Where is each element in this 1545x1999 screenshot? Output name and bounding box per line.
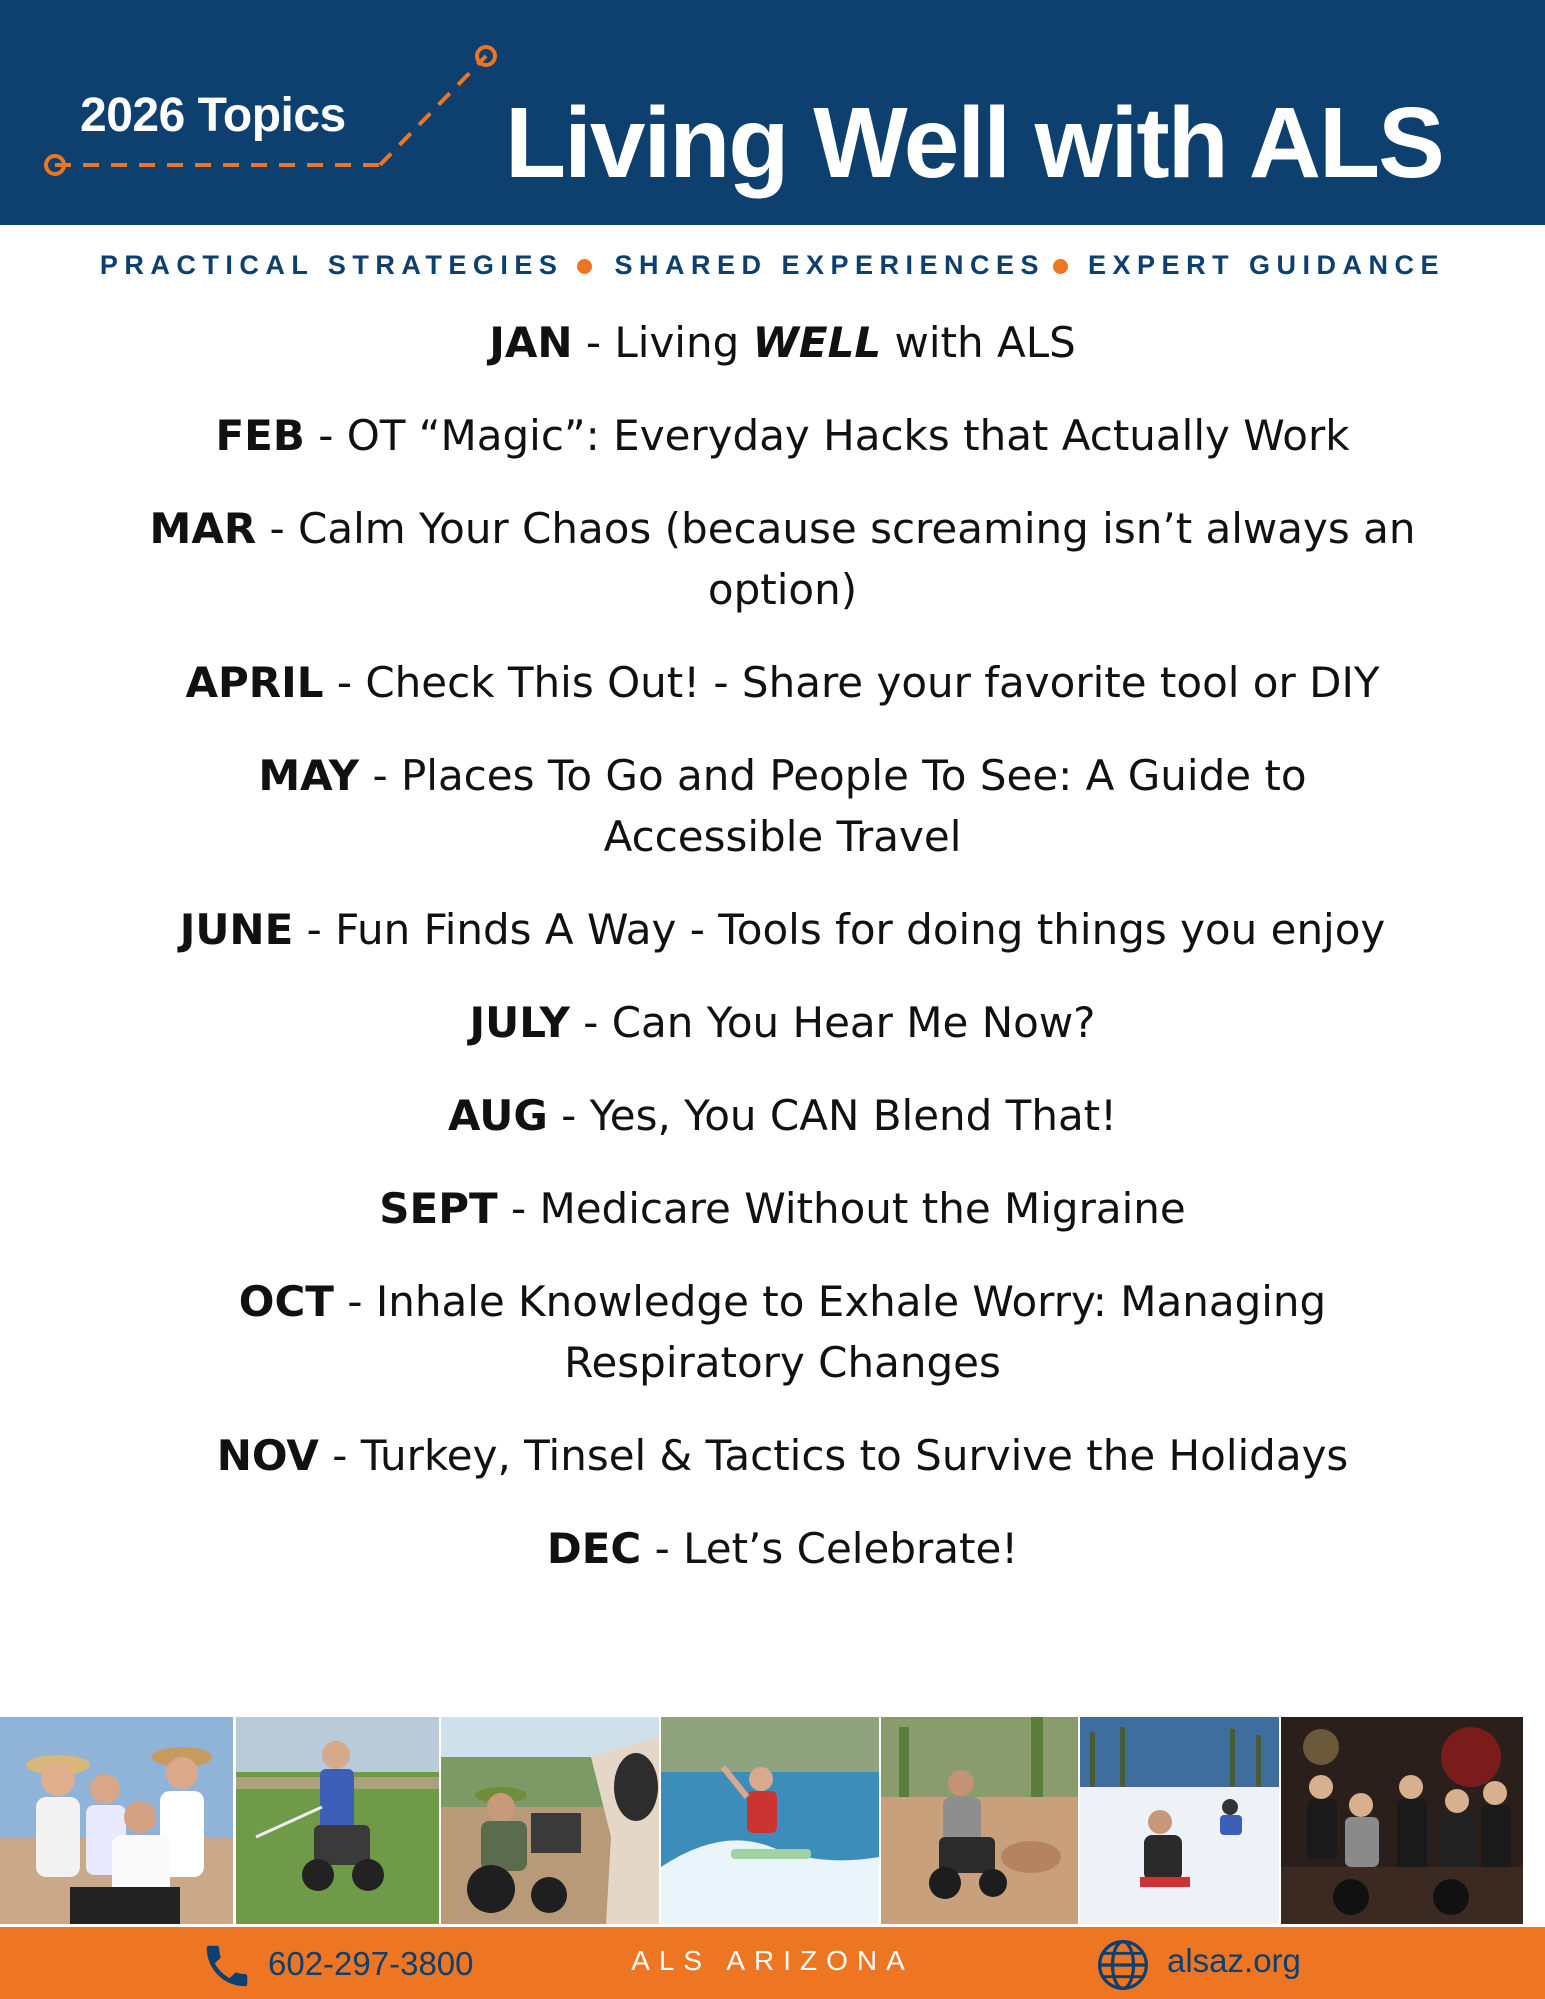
topic-text: - Check This Out! - Share your favorite tool or DIY xyxy=(323,658,1380,707)
phone-number: 602-297-3800 xyxy=(268,1945,474,1982)
topic-month: DEC xyxy=(546,1524,642,1573)
topic-may xyxy=(90,745,1475,867)
topic-oct xyxy=(90,1271,1475,1393)
topic-text: - Places To Go and People To See: A Guide to Accessible Travel xyxy=(359,751,1307,861)
topic-july xyxy=(90,992,1475,1053)
website-link: alsaz.org xyxy=(1167,1942,1301,1979)
topic-month: MAR xyxy=(149,504,257,553)
website-contact[interactable] xyxy=(1095,1937,1301,1997)
topic-list xyxy=(90,312,1475,1611)
tagline-item: EXPERT GUIDANCE xyxy=(1088,250,1446,280)
topic-april xyxy=(90,652,1475,713)
topics-badge: 2026 Topics xyxy=(80,89,346,142)
topic-text: - Can You Hear Me Now? xyxy=(569,998,1096,1047)
header-banner xyxy=(0,0,1545,225)
topic-text: with ALS xyxy=(881,318,1076,367)
topic-mar xyxy=(90,498,1475,620)
topic-text: - Yes, You CAN Blend That! xyxy=(547,1091,1117,1140)
topic-text: - Fun Finds A Way - Tools for doing things you enjoy xyxy=(293,905,1386,954)
photo-horse xyxy=(441,1717,659,1924)
topic-month: JAN xyxy=(489,318,573,367)
tagline xyxy=(0,250,1545,281)
topic-month: FEB xyxy=(215,411,305,460)
topic-dec xyxy=(90,1518,1475,1579)
topic-nov xyxy=(90,1425,1475,1486)
bullet-dot-icon xyxy=(577,259,592,274)
photo-wheelchair-grass xyxy=(236,1717,439,1924)
topic-text: - OT “Magic”: Everyday Hacks that Actually Work xyxy=(304,411,1350,460)
topic-text: - Turkey, Tinsel & Tactics to Survive the Holidays xyxy=(318,1431,1349,1480)
topic-text: - Inhale Knowledge to Exhale Worry: Managing Respiratory Changes xyxy=(333,1277,1327,1387)
topic-text: - Living xyxy=(572,318,753,367)
page-title: Living Well with ALS xyxy=(505,87,1443,199)
topic-sept xyxy=(90,1178,1475,1239)
topic-month: SEPT xyxy=(379,1184,498,1233)
topic-month: OCT xyxy=(238,1277,334,1326)
topic-month: NOV xyxy=(216,1431,319,1480)
topic-month: AUG xyxy=(448,1091,548,1140)
photo-water-ski xyxy=(661,1717,879,1924)
topic-feb xyxy=(90,405,1475,466)
topic-month: APRIL xyxy=(185,658,324,707)
globe-icon xyxy=(1095,1937,1151,1993)
photo-desert-trail xyxy=(881,1717,1078,1924)
topic-month: MAY xyxy=(258,751,360,800)
footer-bar xyxy=(0,1927,1545,1999)
topic-text: - Let’s Celebrate! xyxy=(641,1524,1019,1573)
topic-june xyxy=(90,899,1475,960)
topic-emphasis: WELL xyxy=(752,318,882,367)
topic-month: JULY xyxy=(469,998,570,1047)
topic-text: - Calm Your Chaos (because screaming isn’t always an option) xyxy=(256,504,1416,614)
photo-group-sunhats xyxy=(0,1717,233,1924)
org-name: ALS ARIZONA xyxy=(631,1945,914,1976)
photo-gala xyxy=(1281,1717,1523,1924)
topic-text: - Medicare Without the Migraine xyxy=(497,1184,1186,1233)
topic-jan xyxy=(90,312,1475,373)
photo-snow xyxy=(1080,1717,1279,1924)
topic-aug xyxy=(90,1085,1475,1146)
bullet-dot-icon xyxy=(1053,259,1068,274)
photo-strip xyxy=(0,1717,1545,1924)
tagline-item: SHARED EXPERIENCES xyxy=(614,250,1046,280)
tagline-item: PRACTICAL STRATEGIES xyxy=(99,250,564,280)
topic-month: JUNE xyxy=(179,905,294,954)
